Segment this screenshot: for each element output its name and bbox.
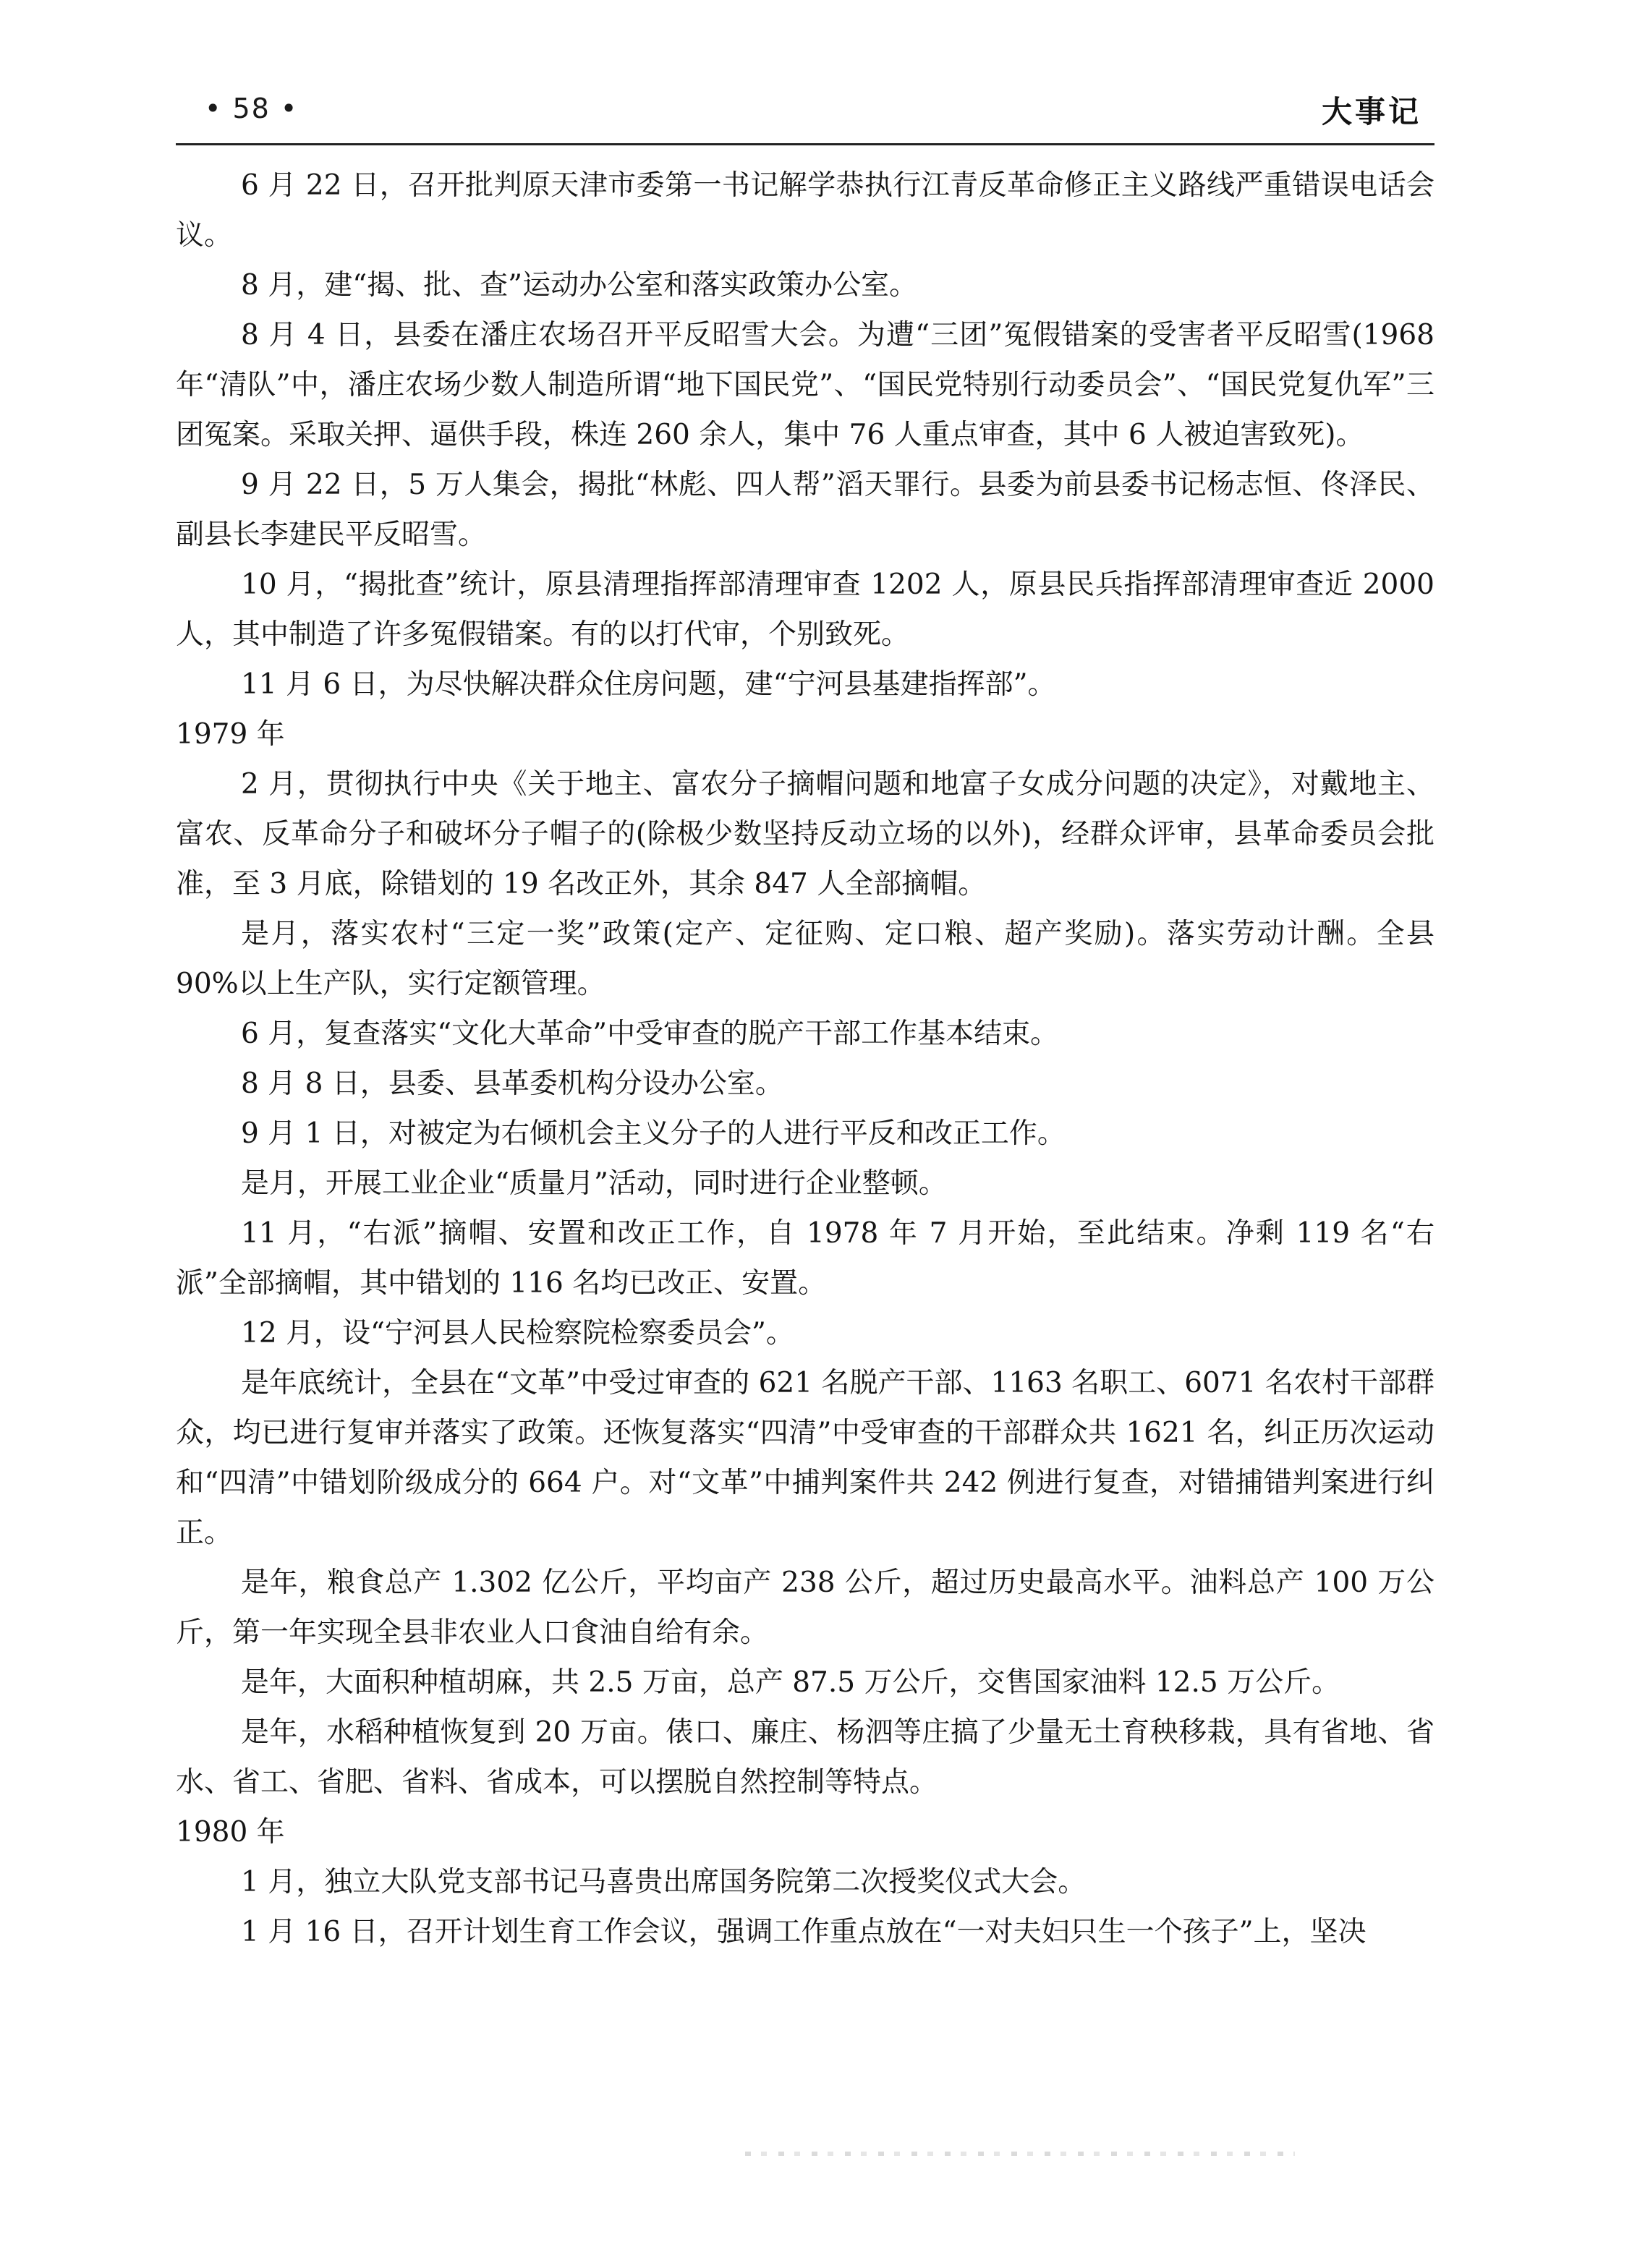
entry-paragraph: 9 月 1 日，对被定为右倾机会主义分子的人进行平反和改正工作。 <box>241 1117 1066 1150</box>
entry-paragraph: 2 月，贯彻执行中央《关于地主、富农分子摘帽问题和地富子女成分问题的决定》，对戴地主、富农、反革命分子和破坏分子帽子的(除极少数坚持反动立场的以外)，经群众评审，县革命委员会批准，至 3 月底，除错划的 19 名改正外，其余 847 人全部摘帽。 <box>176 768 1434 900</box>
entry-paragraph: 6 月，复查落实“文化大革命”中受审查的脱产干部工作基本结束。 <box>241 1018 1059 1050</box>
scan-artifact <box>745 2152 1295 2156</box>
entry-paragraph: 10 月，“揭批查”统计，原县清理指挥部清理审查 1202 人，原县民兵指挥部清理审查近 2000 人，其中制造了许多冤假错案。有的以打代审，个别致死。 <box>176 568 1434 651</box>
entry-paragraph: 9 月 22 日，5 万人集会，揭批“林彪、四人帮”滔天罪行。县委为前县委书记杨志恒、佟泽民、副县长李建民平反昭雪。 <box>176 469 1434 551</box>
year-heading: 1979 年 <box>176 718 285 751</box>
entry-paragraph: 11 月，“右派”摘帽、安置和改正工作，自 1978 年 7 月开始，至此结束。净剩 119 名“右派”全部摘帽，其中错划的 116 名均已改正、安置。 <box>176 1217 1434 1300</box>
running-title: 大事记 <box>1321 94 1421 129</box>
entry-paragraph: 8 月 8 日，县委、县革委机构分设办公室。 <box>241 1067 783 1100</box>
entry-paragraph: 6 月 22 日，召开批判原天津市委第一书记解学恭执行江青反革命修正主义路线严重错误电话会议。 <box>176 169 1434 252</box>
entry-paragraph: 是月，开展工业企业“质量月”活动，同时进行企业整顿。 <box>241 1167 947 1200</box>
page-number: • 58 • <box>205 93 299 124</box>
entry-paragraph: 是年底统计，全县在“文革”中受过审查的 621 名脱产干部、1163 名职工、6071 名农村干部群众，均已进行复审并落实了政策。还恢复落实“四清”中受审查的干部群众共 1621 名，纠正历次运动和“四清”中错划阶级成分的 664 户。对“文革”中捕判案件共 242 例进行复查，对错捕错判案进行纠正。 <box>176 1367 1434 1549</box>
entry-paragraph: 是年，大面积种植胡麻，共 2.5 万亩，总产 87.5 万公斤，交售国家油料 12.5 万公斤。 <box>241 1666 1340 1699</box>
page-header <box>176 85 1434 145</box>
entry-paragraph: 是月，落实农村“三定一奖”政策(定产、定征购、定口粮、超产奖励)。落实劳动计酬。全县 90%以上生产队，实行定额管理。 <box>176 918 1434 1000</box>
entry-paragraph: 1 月 16 日，召开计划生育工作会议，强调工作重点放在“一对夫妇只生一个孩子”上，坚决 <box>241 1916 1366 1948</box>
entry-paragraph: 1 月，独立大队党支部书记马喜贵出席国务院第二次授奖仪式大会。 <box>241 1866 1087 1898</box>
entry-paragraph: 8 月 4 日，县委在潘庄农场召开平反昭雪大会。为遭“三团”冤假错案的受害者平反昭雪(1968 年“清队”中，潘庄农场少数人制造所谓“地下国民党”、“国民党特别行动委员会”、“国民党复仇军”三团冤案。采取关押、逼供手段，株连 260 余人，集中 76 人重点审查，其中 6 人被迫害致死)。 <box>176 319 1434 451</box>
entry-paragraph: 是年，水稻种植恢复到 20 万亩。俵口、廉庄、杨泗等庄搞了少量无土育秧移栽，具有省地、省水、省工、省肥、省料、省成本，可以摆脱自然控制等特点。 <box>176 1716 1434 1799</box>
entry-paragraph: 11 月 6 日，为尽快解决群众住房问题，建“宁河县基建指挥部”。 <box>241 668 1056 701</box>
entry-paragraph: 12 月，设“宁河县人民检察院检察委员会”。 <box>241 1317 794 1350</box>
page-body <box>176 161 1434 1957</box>
entry-paragraph: 8 月，建“揭、批、查”运动办公室和落实政策办公室。 <box>241 269 918 302</box>
year-heading: 1980 年 <box>176 1816 285 1849</box>
entry-paragraph: 是年，粮食总产 1.302 亿公斤，平均亩产 238 公斤，超过历史最高水平。油料总产 100 万公斤，第一年实现全县非农业人口食油自给有余。 <box>176 1566 1434 1649</box>
